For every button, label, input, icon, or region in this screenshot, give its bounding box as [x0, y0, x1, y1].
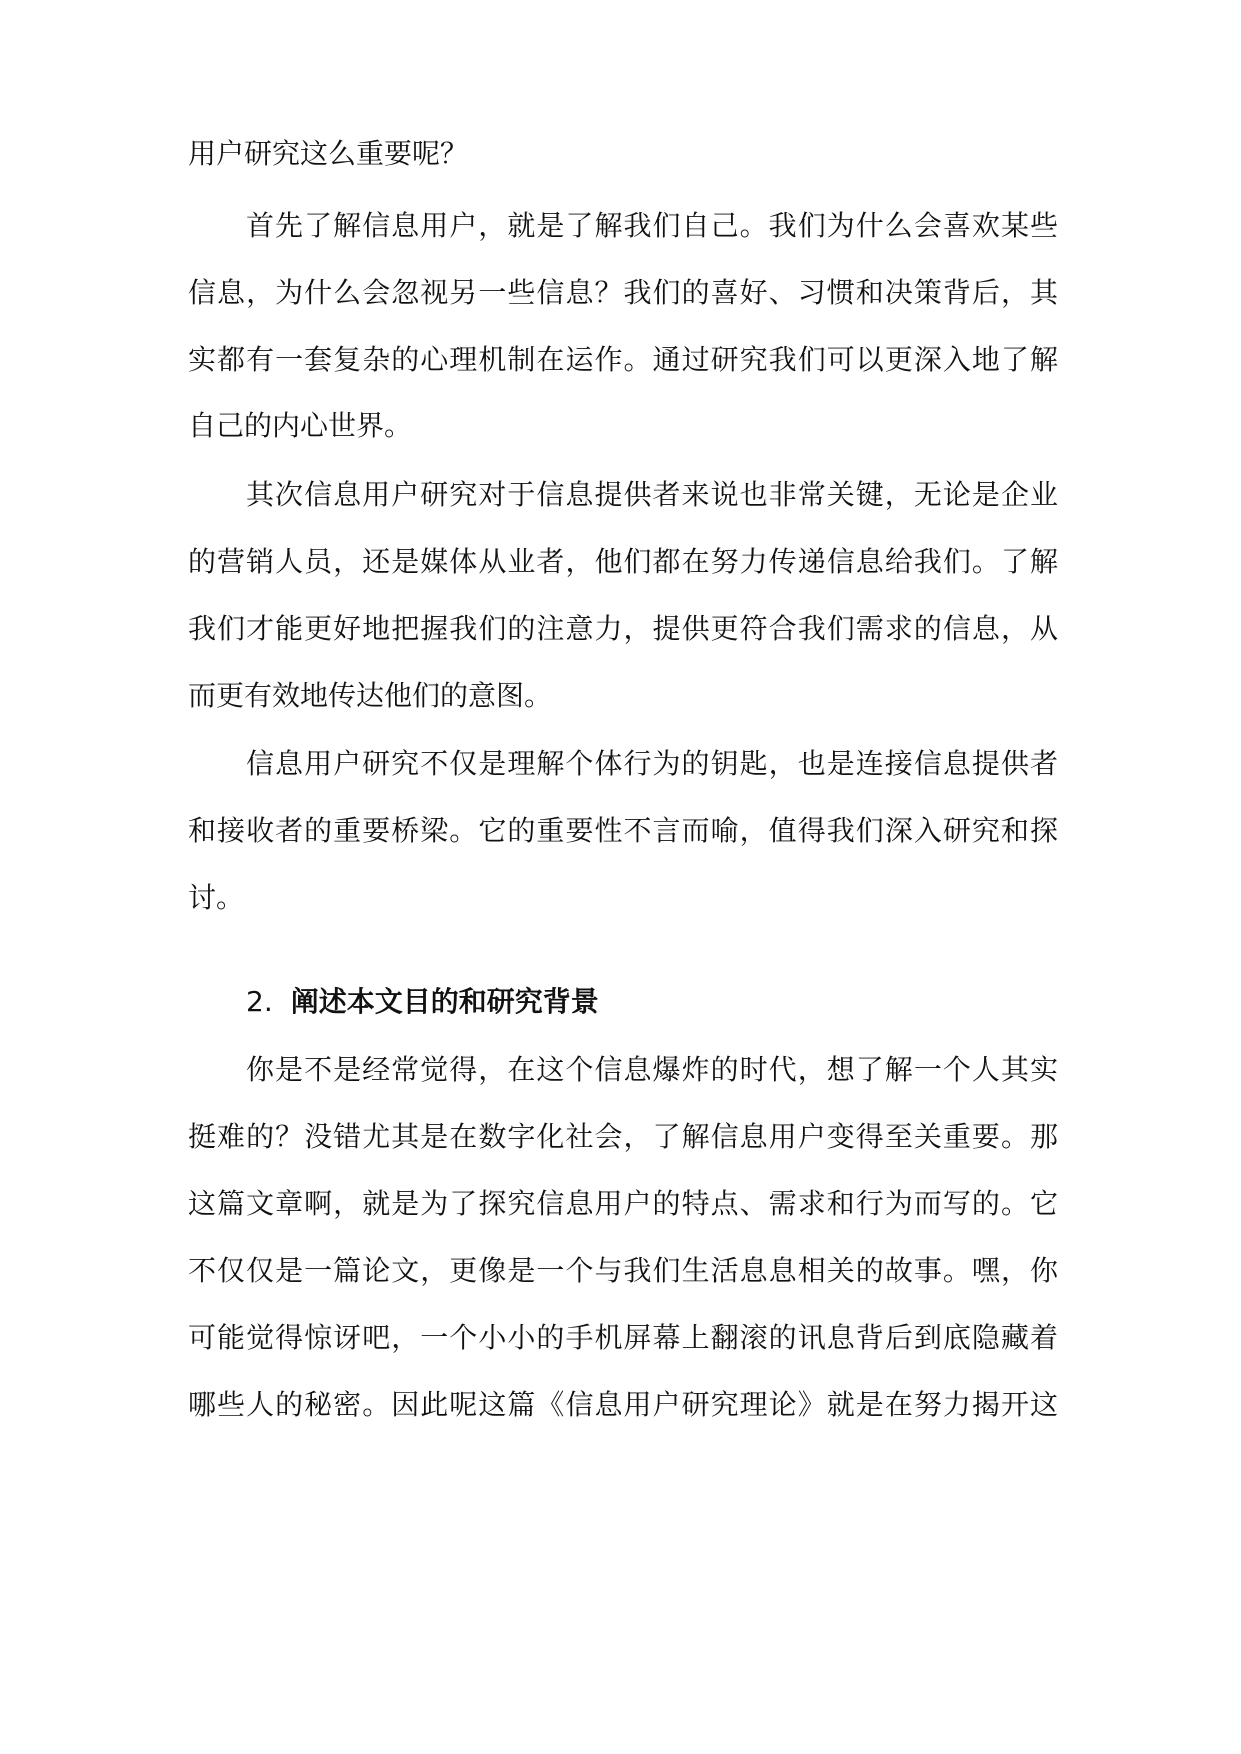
section-heading [246, 982, 599, 1022]
paragraph-line: 挺难的？没错尤其是在数字化社会，了解信息用户变得至关重要。那 [188, 1120, 1058, 1153]
paragraph-line: 可能觉得惊讶吧，一个小小的手机屏幕上翻滚的讯息背后到底隐藏着 [188, 1321, 1058, 1354]
paragraph-line: 讨。 [188, 881, 245, 914]
paragraph-line: 不仅仅是一篇论文，更像是一个与我们生活息息相关的故事。嘿，你 [188, 1254, 1058, 1287]
paragraph-line: 用户研究这么重要呢？ [188, 137, 469, 170]
paragraph-line: 你是不是经常觉得，在这个信息爆炸的时代，想了解一个人其实 [246, 1053, 1058, 1086]
paragraph-line: 实都有一套复杂的心理机制在运作。通过研究我们可以更深入地了解 [188, 343, 1058, 376]
section-title: 阐述本文目的和研究背景 [290, 985, 599, 1018]
paragraph-line: 首先了解信息用户，就是了解我们自己。我们为什么会喜欢某些 [246, 209, 1058, 242]
paragraph-line: 哪些人的秘密。因此呢这篇《信息用户研究理论》就是在努力揭开这 [188, 1388, 1058, 1421]
paragraph-line: 和接收者的重要桥梁。它的重要性不言而喻，值得我们深入研究和探 [188, 814, 1058, 847]
paragraph-line: 我们才能更好地把握我们的注意力，提供更符合我们需求的信息，从 [188, 612, 1058, 645]
paragraph-line: 信息用户研究不仅是理解个体行为的钥匙，也是连接信息提供者 [246, 747, 1058, 780]
paragraph-line: 其次信息用户研究对于信息提供者来说也非常关键，无论是企业 [246, 478, 1058, 511]
paragraph-line: 的营销人员，还是媒体从业者，他们都在努力传递信息给我们。了解 [188, 545, 1058, 578]
section-number: 2. [246, 985, 273, 1018]
paragraph-line: 这篇文章啊，就是为了探究信息用户的特点、需求和行为而写的。它 [188, 1187, 1058, 1220]
paragraph-line: 信息，为什么会忽视另一些信息？我们的喜好、习惯和决策背后，其 [188, 276, 1058, 309]
paragraph-line: 自己的内心世界。 [188, 409, 413, 442]
paragraph-line: 而更有效地传达他们的意图。 [188, 679, 553, 712]
